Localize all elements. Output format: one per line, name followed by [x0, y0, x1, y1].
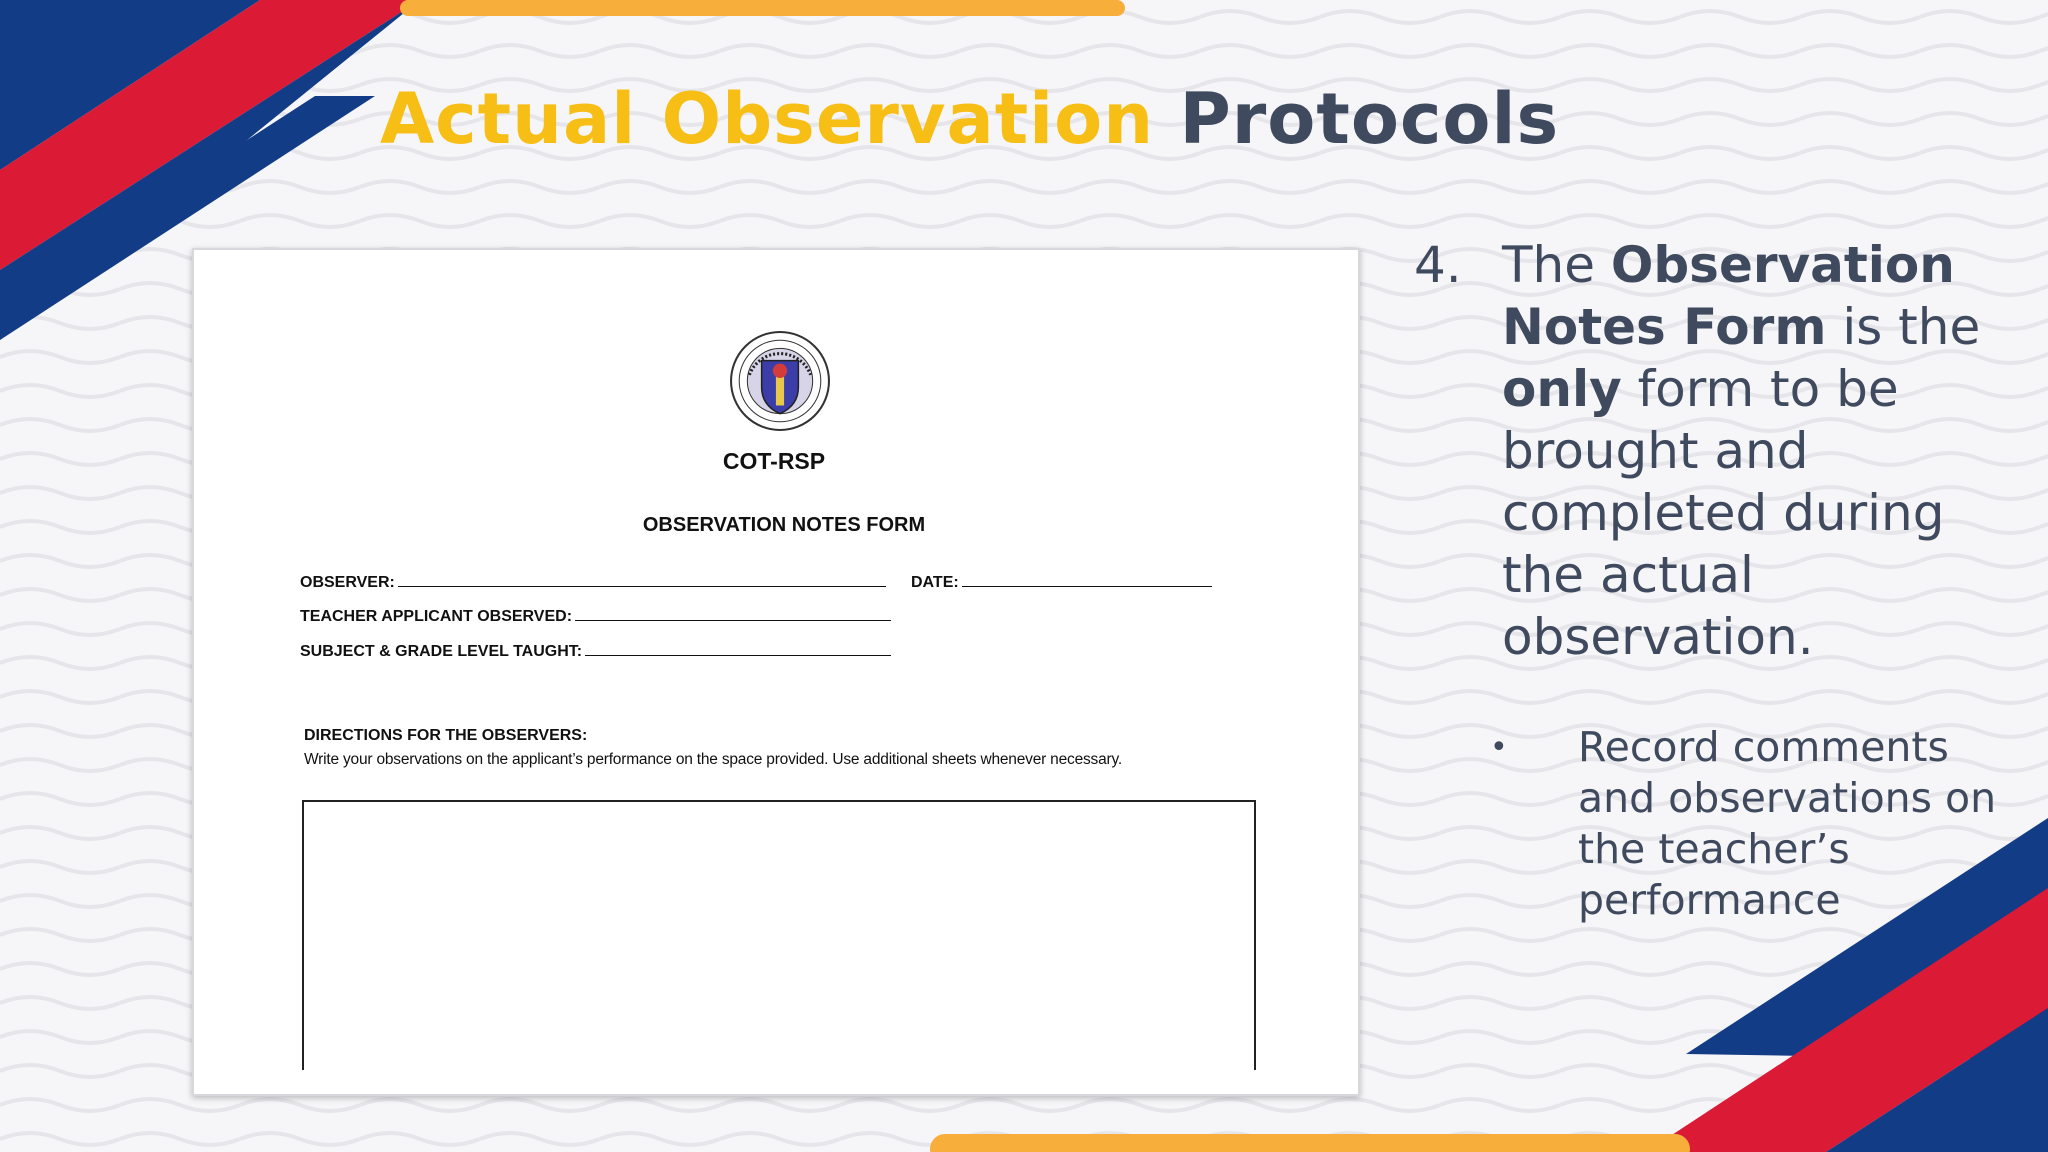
point-bold2: only — [1502, 360, 1622, 418]
form-title: OBSERVATION NOTES FORM — [642, 514, 926, 536]
title-highlight: Actual Observation — [380, 78, 1155, 160]
date-label: DATE: — [911, 574, 959, 591]
date-line — [962, 572, 1212, 587]
directions-heading: DIRECTIONS FOR THE OBSERVERS: — [304, 727, 588, 744]
slide-title — [380, 78, 1559, 160]
point-bold1: Observation Notes Form — [1502, 236, 1955, 356]
observer-line — [398, 572, 886, 587]
observer-label: OBSERVER: — [300, 574, 395, 591]
subject-label: SUBJECT & GRADE LEVEL TAUGHT: — [300, 643, 583, 660]
directions-text: Write your observations on the applicant’s performance on the space provided. Use additional sheets whenever necessary. — [304, 751, 1122, 768]
observer-field — [300, 572, 886, 592]
point-text — [1502, 234, 2022, 668]
observation-form-image — [192, 248, 1360, 1096]
subject-field — [300, 641, 891, 661]
stripe-orange-bottom — [930, 1134, 1690, 1152]
subject-line — [585, 641, 891, 656]
bullet-text: Record comments and observations on the teacher’s performance — [1578, 723, 1997, 924]
teacher-field — [300, 606, 891, 626]
point-part3: form to be brought and completed during the actual observation. — [1502, 360, 1945, 666]
deped-seal-icon — [729, 330, 831, 432]
teacher-line — [575, 606, 891, 621]
point-number: 4. — [1414, 236, 1462, 294]
date-field — [911, 572, 1212, 592]
bullet-marker: • — [1490, 730, 1508, 765]
form-org: COT-RSP — [722, 448, 826, 474]
point-part2: is the — [1826, 298, 1981, 356]
point-part1: The — [1502, 236, 1611, 294]
title-rest: Protocols — [1179, 78, 1560, 160]
teacher-label: TEACHER APPLICANT OBSERVED: — [300, 608, 573, 625]
stripe-orange-top — [400, 0, 1125, 16]
notes-box — [302, 800, 1256, 1070]
